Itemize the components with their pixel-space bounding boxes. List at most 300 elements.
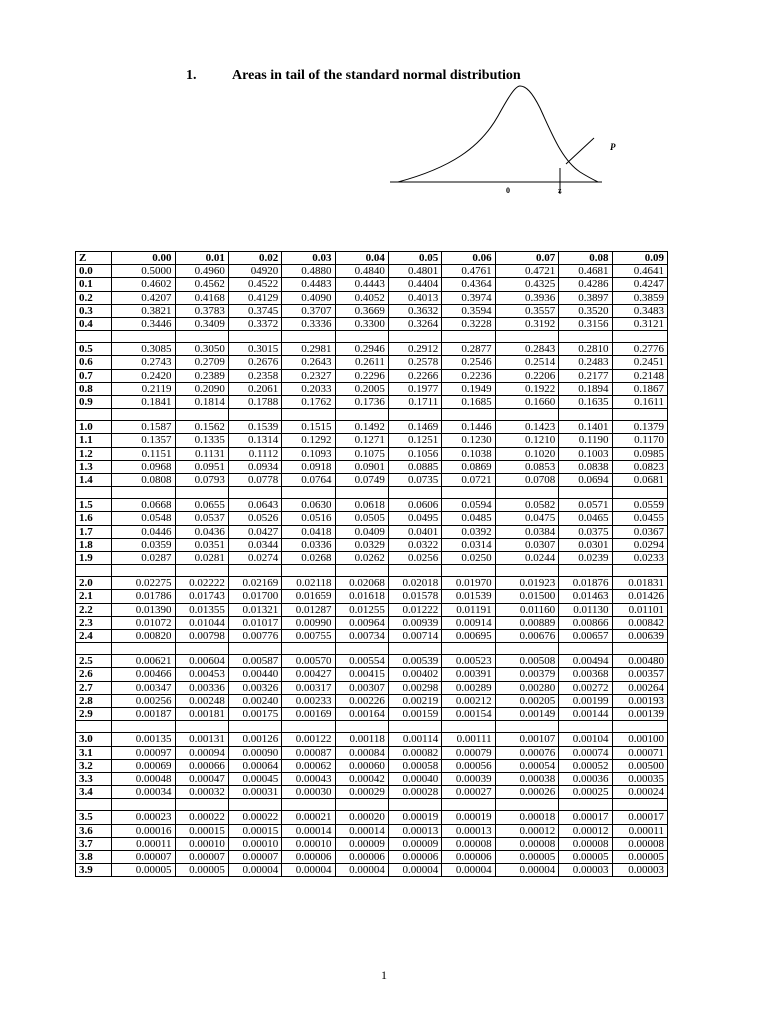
spacer-cell — [612, 643, 667, 655]
probability-cell: 0.1401 — [559, 421, 612, 434]
probability-cell: 0.00240 — [228, 694, 281, 707]
probability-cell: 0.00008 — [442, 837, 495, 850]
z-value-cell: 2.3 — [76, 616, 112, 629]
probability-cell: 0.0618 — [335, 499, 388, 512]
probability-cell: 0.00094 — [175, 746, 228, 759]
probability-cell: 0.2981 — [282, 343, 335, 356]
probability-cell: 0.00071 — [612, 746, 667, 759]
spacer-cell — [388, 331, 441, 343]
spacer-cell — [335, 331, 388, 343]
probability-cell: 0.00027 — [442, 786, 495, 799]
probability-cell: 0.0244 — [495, 552, 559, 565]
probability-cell: 0.0934 — [228, 460, 281, 473]
spacer-cell — [282, 487, 335, 499]
probability-cell: 0.1170 — [612, 434, 667, 447]
probability-cell: 0.00114 — [388, 733, 441, 746]
z-value-cell: 0.4 — [76, 318, 112, 331]
probability-cell: 0.02068 — [335, 577, 388, 590]
z-value-cell: 1.6 — [76, 512, 112, 525]
spacer-cell — [282, 721, 335, 733]
probability-cell: 0.1977 — [388, 382, 441, 395]
probability-cell: 0.00135 — [111, 733, 175, 746]
table-row — [76, 318, 668, 331]
table-group-spacer — [76, 721, 668, 733]
probability-cell: 0.00014 — [335, 824, 388, 837]
probability-cell: 0.2389 — [175, 369, 228, 382]
probability-cell: 0.2266 — [388, 369, 441, 382]
spacer-cell — [111, 409, 175, 421]
spacer-cell — [442, 331, 495, 343]
probability-cell: 0.3783 — [175, 304, 228, 317]
spacer-cell — [559, 409, 612, 421]
z-value-cell: 1.2 — [76, 447, 112, 460]
probability-cell: 0.0485 — [442, 512, 495, 525]
probability-cell: 0.00149 — [495, 708, 559, 721]
probability-cell: 0.00256 — [111, 694, 175, 707]
probability-cell: 0.2061 — [228, 382, 281, 395]
probability-cell: 0.00357 — [612, 668, 667, 681]
probability-cell: 0.00402 — [388, 668, 441, 681]
probability-cell: 0.00639 — [612, 630, 667, 643]
probability-cell: 0.00007 — [111, 850, 175, 863]
probability-cell: 0.08 — [559, 252, 612, 265]
probability-cell: 0.0262 — [335, 552, 388, 565]
probability-cell: 0.1492 — [335, 421, 388, 434]
page-number: 1 — [381, 968, 387, 982]
probability-cell: 0.0475 — [495, 512, 559, 525]
probability-cell: 0.0287 — [111, 552, 175, 565]
z-value-cell: 3.8 — [76, 850, 112, 863]
probability-cell: 0.0548 — [111, 512, 175, 525]
probability-cell: 0.2206 — [495, 369, 559, 382]
probability-cell: 0.2033 — [282, 382, 335, 395]
probability-cell: 0.02 — [228, 252, 281, 265]
spacer-cell — [442, 487, 495, 499]
probability-cell: 0.0359 — [111, 538, 175, 551]
probability-cell: 0.00 — [111, 252, 175, 265]
section-number: 1. — [186, 68, 197, 83]
probability-cell: 0.00523 — [442, 655, 495, 668]
probability-cell: 0.00187 — [111, 708, 175, 721]
probability-cell: 0.1210 — [495, 434, 559, 447]
spacer-cell — [612, 409, 667, 421]
table-row — [76, 447, 668, 460]
probability-cell: 0.4247 — [612, 278, 667, 291]
probability-cell: 0.00964 — [335, 616, 388, 629]
spacer-cell — [388, 721, 441, 733]
probability-cell: 0.00107 — [495, 733, 559, 746]
probability-cell: 0.0526 — [228, 512, 281, 525]
probability-cell: 0.4052 — [335, 291, 388, 304]
probability-cell: 0.00003 — [559, 864, 612, 877]
spacer-cell — [228, 643, 281, 655]
probability-cell: 0.01876 — [559, 577, 612, 590]
spacer-cell — [559, 331, 612, 343]
probability-cell: 0.00539 — [388, 655, 441, 668]
spacer-cell — [559, 565, 612, 577]
probability-cell: 0.4840 — [335, 265, 388, 278]
probability-cell: 0.00695 — [442, 630, 495, 643]
z-value-cell: 0.1 — [76, 278, 112, 291]
table-row — [76, 811, 668, 824]
probability-cell: 0.00017 — [612, 811, 667, 824]
z-value-cell: 1.5 — [76, 499, 112, 512]
spacer-cell — [442, 565, 495, 577]
probability-cell: 0.00307 — [335, 681, 388, 694]
probability-cell: 0.0427 — [228, 525, 281, 538]
probability-cell: 0.4364 — [442, 278, 495, 291]
probability-cell: 0.00004 — [282, 864, 335, 877]
probability-cell: 0.00007 — [228, 850, 281, 863]
table-row — [76, 850, 668, 863]
probability-cell: 0.4286 — [559, 278, 612, 291]
z-value-cell: 3.5 — [76, 811, 112, 824]
probability-cell: 0.00004 — [442, 864, 495, 877]
probability-cell: 0.00226 — [335, 694, 388, 707]
probability-cell: 0.00798 — [175, 630, 228, 643]
probability-cell: 0.1112 — [228, 447, 281, 460]
probability-cell: 0.00022 — [175, 811, 228, 824]
probability-cell: 0.01130 — [559, 603, 612, 616]
probability-cell: 0.00009 — [388, 837, 441, 850]
probability-cell: 0.4562 — [175, 278, 228, 291]
probability-cell: 0.00018 — [495, 811, 559, 824]
spacer-cell — [175, 409, 228, 421]
probability-cell: 0.0401 — [388, 525, 441, 538]
table-row — [76, 603, 668, 616]
probability-cell: 0.2358 — [228, 369, 281, 382]
probability-cell: 0.0329 — [335, 538, 388, 551]
spacer-cell — [111, 799, 175, 811]
probability-cell: 0.4960 — [175, 265, 228, 278]
probability-cell: 0.00045 — [228, 772, 281, 785]
probability-cell: 0.0322 — [388, 538, 441, 551]
probability-cell: 0.00368 — [559, 668, 612, 681]
table-row — [76, 772, 668, 785]
probability-cell: 0.2676 — [228, 356, 281, 369]
spacer-cell — [559, 721, 612, 733]
probability-cell: 0.0869 — [442, 460, 495, 473]
probability-cell: 0.00006 — [282, 850, 335, 863]
table-header-row — [76, 252, 668, 265]
probability-cell: 0.02275 — [111, 577, 175, 590]
probability-cell: 0.1814 — [175, 396, 228, 409]
probability-cell: 0.00017 — [559, 811, 612, 824]
probability-cell: 0.0655 — [175, 499, 228, 512]
probability-cell: 0.00010 — [175, 837, 228, 850]
spacer-cell — [175, 799, 228, 811]
probability-cell: 0.01191 — [442, 603, 495, 616]
table-group-spacer — [76, 409, 668, 421]
probability-cell: 0.2119 — [111, 382, 175, 395]
probability-cell: 0.00035 — [612, 772, 667, 785]
probability-cell: 0.1841 — [111, 396, 175, 409]
probability-cell: 0.2643 — [282, 356, 335, 369]
z-value-cell: 2.1 — [76, 590, 112, 603]
probability-cell: 0.00043 — [282, 772, 335, 785]
probability-cell: 0.1335 — [175, 434, 228, 447]
table-row — [76, 512, 668, 525]
probability-cell: 0.00025 — [559, 786, 612, 799]
probability-cell: 0.0446 — [111, 525, 175, 538]
table-row — [76, 590, 668, 603]
probability-cell: 0.0694 — [559, 474, 612, 487]
table-row — [76, 681, 668, 694]
probability-cell: 0.0951 — [175, 460, 228, 473]
spacer-cell — [495, 799, 559, 811]
probability-cell: 0.00866 — [559, 616, 612, 629]
table-group-spacer — [76, 799, 668, 811]
probability-cell: 0.2709 — [175, 356, 228, 369]
spacer-cell — [335, 721, 388, 733]
probability-cell: 0.00289 — [442, 681, 495, 694]
probability-cell: 0.3085 — [111, 343, 175, 356]
probability-cell: 0.0778 — [228, 474, 281, 487]
probability-cell: 0.0505 — [335, 512, 388, 525]
table-row — [76, 733, 668, 746]
probability-cell: 0.1314 — [228, 434, 281, 447]
z-value-cell: 2.9 — [76, 708, 112, 721]
probability-cell: 0.3859 — [612, 291, 667, 304]
probability-cell: 0.01287 — [282, 603, 335, 616]
z-value-cell: 0.7 — [76, 369, 112, 382]
table-row — [76, 278, 668, 291]
probability-cell: 0.00233 — [282, 694, 335, 707]
probability-cell: 0.0294 — [612, 538, 667, 551]
spacer-cell — [495, 565, 559, 577]
probability-cell: 0.00016 — [111, 824, 175, 837]
probability-cell: 0.00052 — [559, 759, 612, 772]
probability-cell: 0.00014 — [282, 824, 335, 837]
probability-cell: 0.00336 — [175, 681, 228, 694]
spacer-cell — [175, 331, 228, 343]
probability-cell: 0.0594 — [442, 499, 495, 512]
probability-cell: 0.00111 — [442, 733, 495, 746]
probability-cell: 0.0918 — [282, 460, 335, 473]
probability-cell: 0.4681 — [559, 265, 612, 278]
probability-cell: 0.0823 — [612, 460, 667, 473]
probability-cell: 0.3557 — [495, 304, 559, 317]
probability-cell: 0.02222 — [175, 577, 228, 590]
probability-cell: 0.00248 — [175, 694, 228, 707]
table-row — [76, 668, 668, 681]
probability-cell: 0.00012 — [559, 824, 612, 837]
probability-cell: 0.00047 — [175, 772, 228, 785]
probability-cell: 0.1230 — [442, 434, 495, 447]
probability-cell: 0.0351 — [175, 538, 228, 551]
spacer-cell — [76, 799, 112, 811]
probability-cell: 0.0250 — [442, 552, 495, 565]
probability-cell: 0.00058 — [388, 759, 441, 772]
probability-cell: 0.01017 — [228, 616, 281, 629]
probability-cell: 0.3336 — [282, 318, 335, 331]
probability-cell: 0.0307 — [495, 538, 559, 551]
probability-cell: 0.0559 — [612, 499, 667, 512]
spacer-cell — [388, 799, 441, 811]
probability-cell: 0.00015 — [175, 824, 228, 837]
spacer-cell — [111, 331, 175, 343]
z-value-cell: 3.9 — [76, 864, 112, 877]
probability-cell: 0.4207 — [111, 291, 175, 304]
spacer-cell — [282, 409, 335, 421]
probability-cell: 0.0436 — [175, 525, 228, 538]
probability-cell: 0.00008 — [495, 837, 559, 850]
spacer-cell — [559, 487, 612, 499]
table-row — [76, 474, 668, 487]
probability-cell: 0.0749 — [335, 474, 388, 487]
z-value-cell: 0.6 — [76, 356, 112, 369]
probability-cell: 0.5000 — [111, 265, 175, 278]
probability-cell: 0.01786 — [111, 590, 175, 603]
probability-cell: 0.00004 — [228, 864, 281, 877]
probability-cell: 0.00199 — [559, 694, 612, 707]
probability-cell: 0.4602 — [111, 278, 175, 291]
spacer-cell — [76, 565, 112, 577]
spacer-cell — [495, 409, 559, 421]
z-value-cell: 2.2 — [76, 603, 112, 616]
probability-cell: 0.2546 — [442, 356, 495, 369]
probability-cell: 0.1003 — [559, 447, 612, 460]
probability-cell: 0.4761 — [442, 265, 495, 278]
probability-cell: 0.00587 — [228, 655, 281, 668]
probability-cell: 0.1685 — [442, 396, 495, 409]
probability-cell: 0.1423 — [495, 421, 559, 434]
probability-cell: 0.00621 — [111, 655, 175, 668]
probability-cell: 0.0838 — [559, 460, 612, 473]
probability-cell: 0.4641 — [612, 265, 667, 278]
probability-cell: 0.00604 — [175, 655, 228, 668]
probability-cell: 0.1788 — [228, 396, 281, 409]
z-value-cell: 0.5 — [76, 343, 112, 356]
spacer-cell — [228, 487, 281, 499]
probability-cell: 0.1711 — [388, 396, 441, 409]
probability-cell: 0.00013 — [388, 824, 441, 837]
probability-cell: 0.0344 — [228, 538, 281, 551]
table-row — [76, 708, 668, 721]
z-value-cell: 1.9 — [76, 552, 112, 565]
probability-cell: 0.2877 — [442, 343, 495, 356]
table-group-spacer — [76, 643, 668, 655]
probability-cell: 0.0571 — [559, 499, 612, 512]
probability-cell: 0.0793 — [175, 474, 228, 487]
probability-cell: 0.0606 — [388, 499, 441, 512]
z-label: z — [558, 186, 562, 195]
probability-cell: 0.4404 — [388, 278, 441, 291]
probability-cell: 0.00889 — [495, 616, 559, 629]
probability-cell: 0.2420 — [111, 369, 175, 382]
probability-cell: 0.0808 — [111, 474, 175, 487]
z-value-cell: 3.0 — [76, 733, 112, 746]
spacer-cell — [228, 331, 281, 343]
z-value-cell: 3.7 — [76, 837, 112, 850]
probability-cell: 0.0764 — [282, 474, 335, 487]
probability-cell: 0.00154 — [442, 708, 495, 721]
probability-cell: 0.02018 — [388, 577, 441, 590]
p-pointer-line — [566, 138, 594, 164]
probability-cell: 0.01390 — [111, 603, 175, 616]
normal-tail-table — [75, 251, 668, 877]
probability-cell: 0.00023 — [111, 811, 175, 824]
probability-cell: 0.00079 — [442, 746, 495, 759]
z-value-cell: 2.8 — [76, 694, 112, 707]
spacer-cell — [612, 331, 667, 343]
probability-cell: 0.0537 — [175, 512, 228, 525]
probability-cell: 0.00415 — [335, 668, 388, 681]
probability-cell: 0.00076 — [495, 746, 559, 759]
probability-cell: 0.00480 — [612, 655, 667, 668]
probability-cell: 0.00003 — [612, 864, 667, 877]
probability-cell: 0.00126 — [228, 733, 281, 746]
probability-cell: 0.00466 — [111, 668, 175, 681]
probability-cell: 0.00004 — [335, 864, 388, 877]
probability-cell: 0.1190 — [559, 434, 612, 447]
probability-cell: 0.00019 — [442, 811, 495, 824]
table-row — [76, 525, 668, 538]
spacer-cell — [559, 643, 612, 655]
normal-curve — [398, 86, 598, 182]
probability-cell: 0.1515 — [282, 421, 335, 434]
z-value-cell: 0.8 — [76, 382, 112, 395]
probability-cell: 0.00212 — [442, 694, 495, 707]
probability-cell: 0.00090 — [228, 746, 281, 759]
probability-cell: 0.00060 — [335, 759, 388, 772]
probability-cell: 0.00056 — [442, 759, 495, 772]
section-title: Areas in tail of the standard normal distribution — [232, 68, 521, 83]
table-row — [76, 824, 668, 837]
probability-cell: 0.01700 — [228, 590, 281, 603]
probability-cell: 0.00066 — [175, 759, 228, 772]
probability-cell: 0.00820 — [111, 630, 175, 643]
spacer-cell — [495, 487, 559, 499]
probability-cell: 0.00010 — [282, 837, 335, 850]
probability-cell: 0.1379 — [612, 421, 667, 434]
probability-cell: 0.2483 — [559, 356, 612, 369]
z-value-cell: 2.5 — [76, 655, 112, 668]
probability-cell: 0.00118 — [335, 733, 388, 746]
probability-cell: 0.0409 — [335, 525, 388, 538]
table-group-spacer — [76, 331, 668, 343]
z-value-cell: 0.9 — [76, 396, 112, 409]
probability-cell: 0.00842 — [612, 616, 667, 629]
probability-cell: 0.00006 — [388, 850, 441, 863]
probability-cell: 0.00026 — [495, 786, 559, 799]
z-value-cell: 0.2 — [76, 291, 112, 304]
probability-cell: 0.0301 — [559, 538, 612, 551]
probability-cell: 0.01970 — [442, 577, 495, 590]
probability-cell: 0.07 — [495, 252, 559, 265]
probability-cell: 0.00048 — [111, 772, 175, 785]
probability-cell: 0.0721 — [442, 474, 495, 487]
probability-cell: 0.1093 — [282, 447, 335, 460]
probability-cell: 0.00508 — [495, 655, 559, 668]
table-row — [76, 837, 668, 850]
probability-cell: 0.2005 — [335, 382, 388, 395]
probability-cell: 0.2148 — [612, 369, 667, 382]
probability-cell: 0.01923 — [495, 577, 559, 590]
z-value-cell: 3.4 — [76, 786, 112, 799]
spacer-cell — [388, 487, 441, 499]
spacer-cell — [228, 721, 281, 733]
spacer-cell — [228, 565, 281, 577]
probability-cell: 0.00039 — [442, 772, 495, 785]
spacer-cell — [612, 565, 667, 577]
probability-cell: 0.01044 — [175, 616, 228, 629]
probability-cell: 0.00676 — [495, 630, 559, 643]
probability-cell: 0.0735 — [388, 474, 441, 487]
probability-cell: 0.00272 — [559, 681, 612, 694]
probability-cell: 0.00024 — [612, 786, 667, 799]
probability-cell: 0.2776 — [612, 343, 667, 356]
